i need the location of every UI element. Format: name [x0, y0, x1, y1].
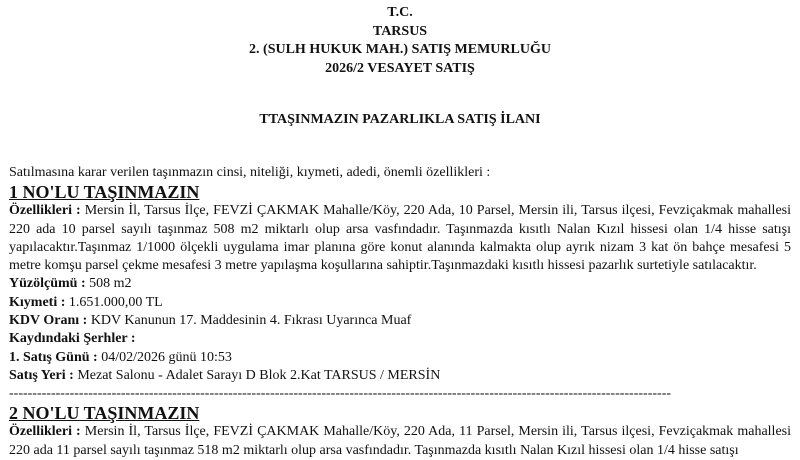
annotations-label: Kaydındaki Şerhler :: [9, 331, 136, 347]
property-1-annotations: [9, 330, 791, 348]
features-value: Mersin İl, Tarsus İlçe, FEVZİ ÇAKMAK Mahalle/Köy, 220 Ada, 11 Parsel, Mersin ili, Tarsus ilçesi, Fevziçakmak mahallesi 220 ada 11 parsel sayılı taşınmaz 518 m2 miktarlı olup arsa vasfındadır. Taşınmazda kısıtlı Nalan Kızıl hissesi olan 1/4 hisse satışı: [9, 424, 791, 458]
vat-value: KDV Kanunun 17. Maddesinin 4. Fıkrası Uyarınca Muaf: [87, 313, 412, 329]
property-1-area: [9, 275, 791, 293]
sale-place-label: Satış Yeri :: [9, 367, 74, 383]
property-1-value: [9, 294, 791, 312]
features-value: Mersin İl, Tarsus İlçe, FEVZİ ÇAKMAK Mahalle/Köy, 220 Ada, 10 Parsel, Mersin ili, Tarsus ilçesi, Fevziçakmak mahallesi 220 ada 10 parsel sayılı taşınmaz 508 m2 miktarlı olup arsa vasfındadır. Taşınmazda kısıtlı Nalan Kızıl hissesi olan 1/4 hisse satışı yapılacaktır.Taşınmaz 1/1000 ölçekli uygulama imar planına göre konut alanında kalmakta olup ayrık nizam 3 kat ön bahçe mesafesi 5 metre komşu parsel çekme mesafesi 3 metre yapılaşma koşullarına sahiptir.Taşınmazdaki kısıtlı hissesi pazarlık surtetiyle satılacaktır.: [9, 203, 791, 274]
property-1-vat: [9, 312, 791, 330]
area-label: Yüzölçümü :: [9, 276, 86, 292]
area-value: 508 m2: [85, 276, 132, 292]
header-line-office: 2. (SULH HUKUK MAH.) SATIŞ MEMURLUĞU: [249, 42, 551, 57]
section-separator: ----------------------------------------------------------------------------------------------------------------------------------------------: [9, 386, 672, 402]
vat-label: KDV Oranı :: [9, 313, 88, 329]
property-1-features: [9, 202, 791, 275]
value-label: Kıymeti :: [9, 294, 66, 310]
property-1-heading: 1 NO'LU TAŞINMAZIN: [9, 182, 200, 203]
property-2-features: [9, 423, 791, 460]
document-body: [9, 164, 791, 460]
property-1-sale-date: [9, 349, 791, 367]
value-amount: 1.651.000,00 TL: [65, 294, 163, 310]
sale-date-label: 1. Satış Günü :: [9, 349, 98, 365]
property-2-heading: 2 NO'LU TAŞINMAZIN: [9, 403, 200, 424]
sale-date-value: 04/02/2026 günü 10:53: [97, 349, 232, 365]
sale-place-value: Mezat Salonu - Adalet Sarayı D Blok 2.Kat TARSUS / MERSİN: [73, 367, 441, 383]
notice-title: TTAŞINMAZIN PAZARLIKLA SATIŞ İLANI: [259, 112, 541, 127]
property-1-sale-place: [9, 367, 791, 385]
document-header: [0, 4, 800, 78]
features-label: Özellikleri :: [9, 424, 81, 440]
intro-text: Satılmasına karar verilen taşınmazın cinsi, niteliği, kıymeti, adedi, önemli özellikleri :: [9, 165, 491, 180]
header-line-case: 2026/2 VESAYET SATIŞ: [325, 60, 475, 76]
features-label: Özellikleri :: [9, 203, 81, 219]
header-line-city: TARSUS: [372, 23, 428, 39]
header-line-tc: T.C.: [387, 5, 413, 20]
